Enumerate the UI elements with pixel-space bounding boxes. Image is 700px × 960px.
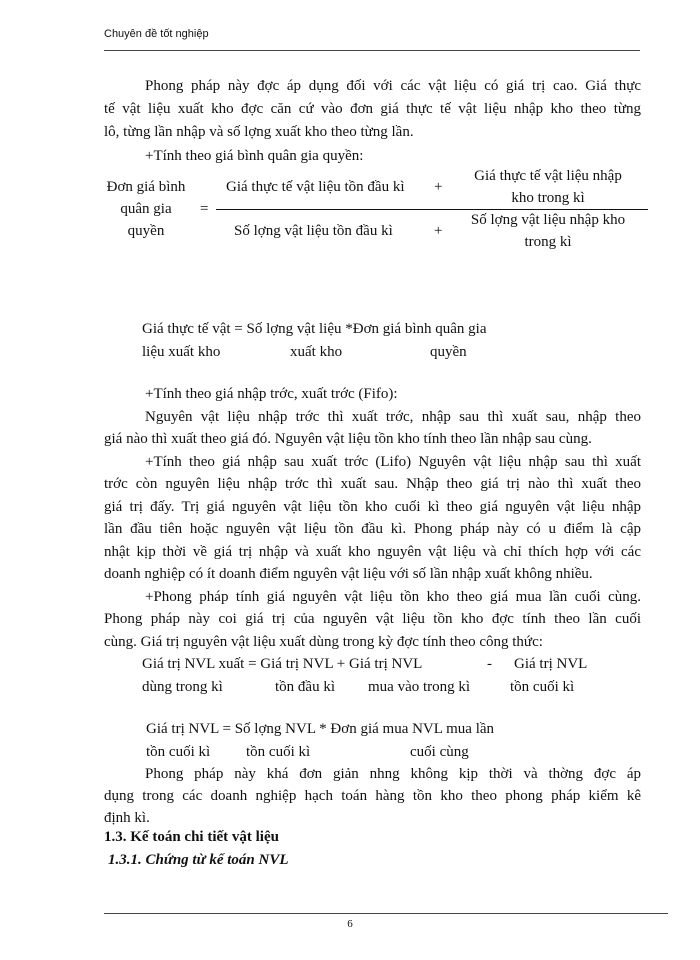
running-header: Chuyên đề tốt nghiệp [104, 28, 209, 40]
formula-denominator-b: trong kì [524, 234, 572, 250]
paragraph-line: cùng. Giá trị nguyên vật liệu xuất dùng trong kỳ đợc tính theo công thức: [104, 634, 543, 650]
paragraph-line: doanh nghiệp có ít doanh điểm nguyên vật liệu với số lần nhập xuất không nhiều. [104, 566, 593, 582]
formula-subscript: tồn cuối kì [246, 744, 311, 760]
formula-line: Giá thực tế vật = Số lợng vật liệu *Đơn giá bình quân gia [142, 321, 487, 337]
formula-line: Giá trị NVL = Số lợng NVL * Đơn giá mua NVL mua lần [146, 721, 495, 737]
paragraph-line: tế vật liệu xuất kho đợc căn cứ vào đơn giá thực tế vật liệu nhập kho theo từng [104, 101, 641, 117]
paragraph-line: +Phong pháp tính giá nguyên vật liệu tồn kho theo giá mua lần cuối cùng. [145, 589, 641, 605]
paragraph-line: giá nào thì xuất theo giá đó. Nguyên vật liệu tồn kho tính theo lần nhập sau cùng. [104, 431, 592, 447]
paragraph-line: định kì. [104, 810, 150, 826]
formula-term: Giá trị NVL [514, 656, 588, 672]
formula-lhs: Đơn giá bình [106, 179, 186, 195]
formula-numerator-a: Giá thực tế vật liệu tồn đầu kì [226, 179, 405, 195]
paragraph-line: dụng trong các doanh nghiệp hạch toán hàng tồn kho theo phong pháp kiểm kê [104, 788, 641, 804]
formula-lhs: quyền [127, 223, 165, 239]
paragraph-line: nhật kịp thời về giá trị nhập và xuất kho nguyên vật liệu và chỉ thích hợp với các [104, 544, 641, 560]
formula-denominator-b: Số lợng vật liệu nhập kho [470, 212, 626, 228]
paragraph-line: Phong pháp này khá đơn giản nhng không kịp thời và thờng đợc áp [145, 766, 641, 782]
paragraph-line: Phong pháp này đợc áp dụng đối với các vật liệu có giá trị cao. Giá thực [145, 78, 641, 94]
header-rule [104, 50, 640, 51]
formula-subscript: tồn đầu kì [275, 679, 335, 695]
formula-subscript: tồn cuối kì [146, 744, 211, 760]
formula-numerator-plus: + [434, 179, 443, 195]
method-heading: +Tính theo giá bình quân gia quyền: [145, 148, 364, 164]
formula-subscript: mua vào trong kì [368, 679, 471, 695]
subsection-heading: 1.3.1. Chứng từ kế toán NVL [108, 852, 289, 868]
formula-subscript: tồn cuối kì [510, 679, 575, 695]
paragraph-line: giá trị đấy. Trị giá nguyên vật liệu tồn kho cuối kì theo giá nguyên vật liệu nhập [104, 499, 641, 515]
paragraph-line: trớc còn nguyên liệu nhập trớc thì xuất sau. Nhập theo giá trị nào thì xuất theo [104, 476, 641, 492]
paragraph-line: lô, từng lần nhập và số lợng xuất kho theo từng lần. [104, 124, 414, 140]
formula-subscript: cuối cùng [410, 744, 469, 760]
paragraph-line: Phong pháp này coi giá trị của nguyên vật liệu tồn kho đợc tính theo lần cuối [104, 611, 641, 627]
page-number: 6 [347, 918, 353, 930]
formula-numerator-b: kho trong kì [511, 190, 585, 206]
formula-subscript: quyền [430, 344, 467, 360]
formula-line: Giá trị NVL xuất = Giá trị NVL + Giá trị NVL [142, 656, 423, 672]
paragraph-line: +Tính theo giá nhập sau xuất trớc (Lifo) Nguyên vật liệu nhập sau thì xuất [145, 454, 641, 470]
paragraph-line: lần đầu tiên hoặc nguyên vật liệu tồn đầu kì. Phong pháp này có u điểm là cập [104, 521, 641, 537]
formula-numerator-b: Giá thực tế vật liệu nhập [474, 168, 622, 184]
formula-subscript: liệu xuất kho [142, 344, 221, 360]
formula-equals: = [200, 201, 209, 217]
formula-denominator-a: Số lợng vật liệu tồn đầu kì [234, 223, 393, 239]
formula-subscript: xuất kho [290, 344, 343, 360]
paragraph-line: Nguyên vật liệu nhập trớc thì xuất trớc, nhập sau thì xuất sau, nhập theo [145, 409, 641, 425]
footer-rule [104, 913, 668, 914]
formula-denominator-plus: + [434, 223, 443, 239]
formula-subscript: dùng trong kì [142, 679, 223, 695]
method-heading: +Tính theo giá nhập trớc, xuất trớc (Fifo): [145, 386, 398, 402]
formula-minus: - [487, 656, 492, 672]
section-heading: 1.3. Kế toán chi tiết vật liệu [104, 829, 279, 845]
formula-lhs: quân gia [120, 201, 172, 217]
